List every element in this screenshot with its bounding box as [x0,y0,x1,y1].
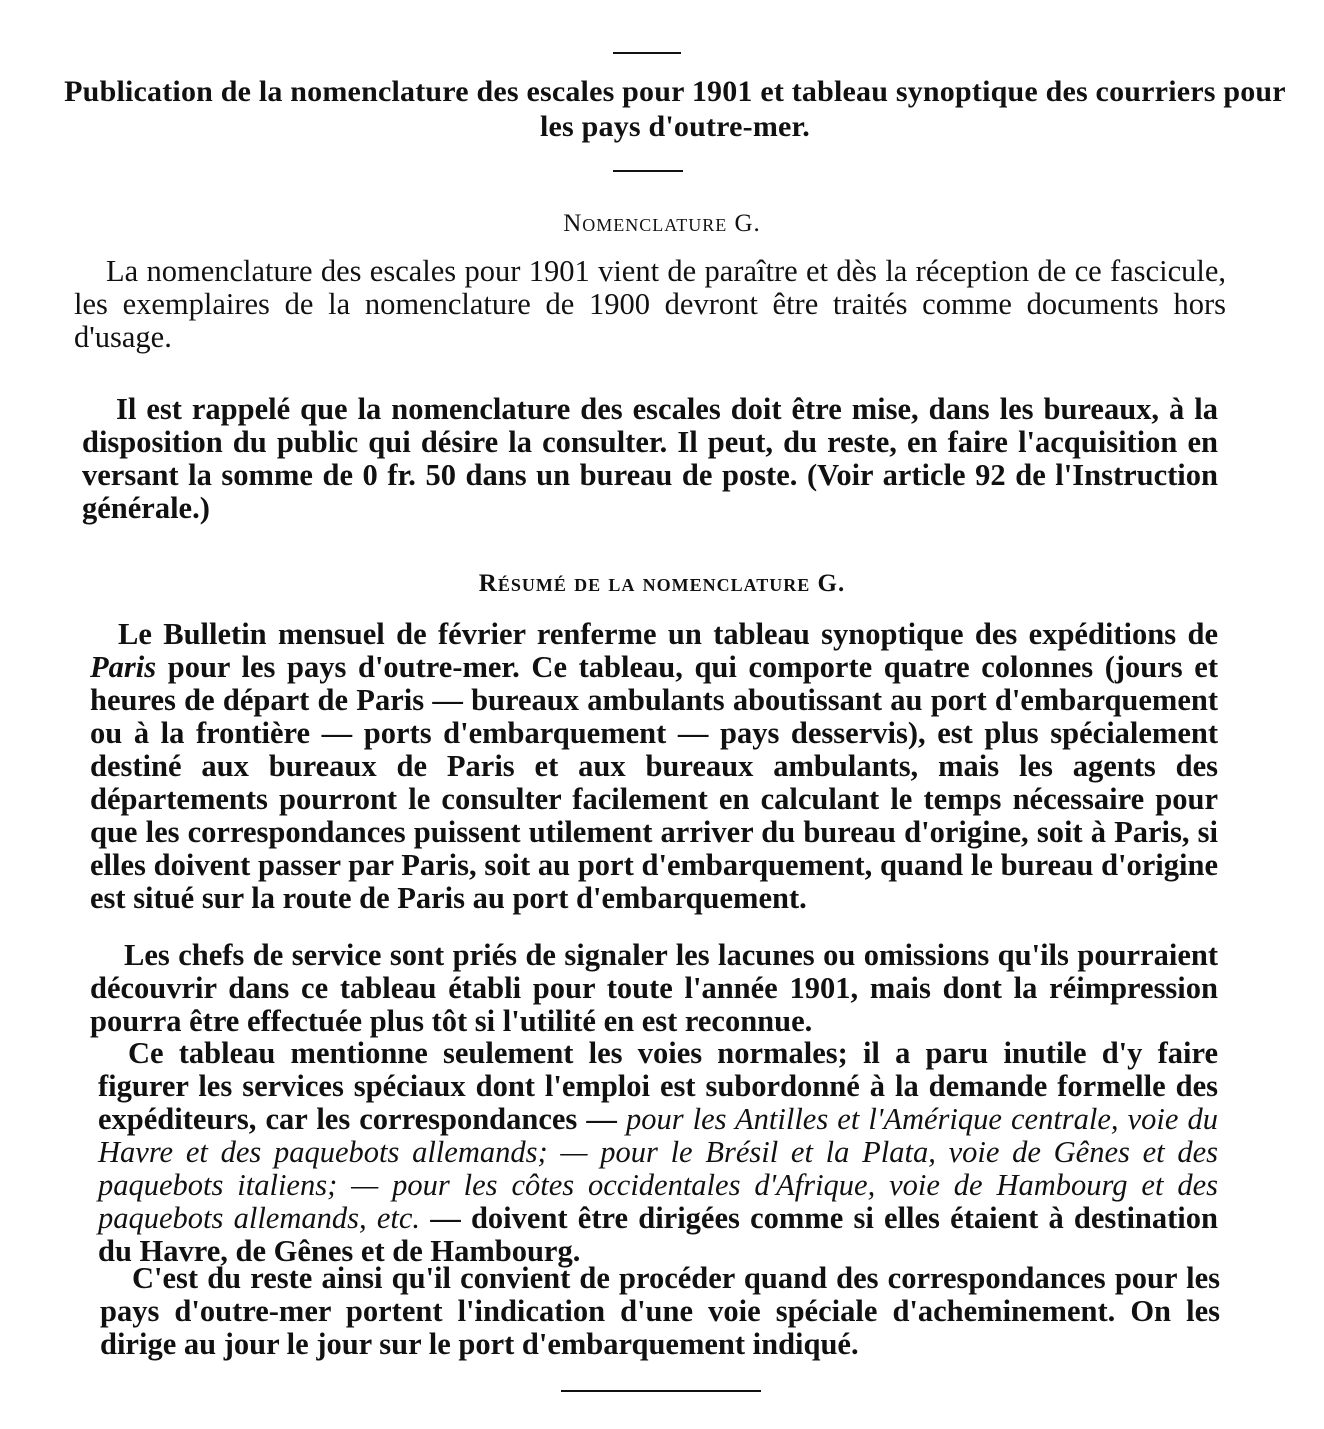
paragraph-resume-3-italic: pour les Antilles et l'Amérique centrale, voie du Havre et des paquebots allemands; — pour le Brésil et la Plata, voie de Gênes et des paquebots italiens; — pour les côtes occidentales d'Afrique, voie de Hambourg et des paquebots allemands, etc. [98,1102,1218,1235]
paragraph-resume-2: Les chefs de service sont priés de signaler les lacunes ou omissions qu'ils pourraient découvrir dans ce tableau établi pour toute l'année 1901, mais dont la réimpression pourra être effectuée plus tôt si l'utilité en est reconnue. [90,938,1218,1038]
paragraph-nomenclature-1: La nomenclature des escales pour 1901 vient de paraître et dès la réception de ce fascicule, les exemplaires de la nomenclature de 1900 devront être traités comme documents hors d'usage. [74,254,1226,354]
paragraph-resume-1-text-a: Le Bulletin mensuel de février renferme un tableau synoptique des expéditions de [118,617,1218,651]
document-title: Publication de la nomenclature des escales pour 1901 et tableau synoptique des courriers pour les pays d'outre-mer. [64,75,1286,143]
bottom-rule [561,1390,761,1392]
paragraph-resume-3 [98,1037,1218,1268]
section-heading-resume: Résumé de la nomenclature G. [478,570,846,597]
paragraph-resume-1-italic: Paris [90,650,157,684]
title-rule [613,170,683,172]
paragraph-resume-4: C'est du reste ainsi qu'il convient de procéder quand des correspondances pour les pays d'outre-mer portent l'indication d'une voie spéciale d'acheminement. On les dirige au jour le jour sur le port d'embarquement indiqué. [100,1261,1220,1361]
paragraph-resume-1 [90,618,1218,915]
section-heading-nomenclature: Nomenclature G. [563,210,761,237]
paragraph-resume-3-text-b: — doivent être dirigées comme si elles étaient à destination du Havre, de Gênes et de Hambourg. [98,1201,1218,1268]
paragraph-resume-1-text-b: pour les pays d'outre-mer. Ce tableau, qui comporte quatre colonnes (jours et heures de départ de Paris — bureaux ambulants aboutissant au port d'embarquement ou à la frontière — ports d'embarquement — pays desservis), est plus spécialement destiné aux bureaux de Paris et aux bureaux ambulants, mais les agents des départements pourront le consulter facilement en calculant le temps nécessaire pour que les correspondances puissent utilement arriver du bureau d'origine, soit à Paris, si elles doivent passer par Paris, soit au port d'embarquement, quand le bureau d'origine est situé sur la route de Paris au port d'embarquement. [90,650,1218,915]
paragraph-nomenclature-2: Il est rappelé que la nomenclature des escales doit être mise, dans les bureaux, à la disposition du public qui désire la consulter. Il peut, du reste, en faire l'acquisition en versant la somme de 0 fr. 50 dans un bureau de poste. (Voir article 92 de l'Instruction générale.) [82,392,1218,525]
top-rule [613,52,681,54]
paragraph-resume-3-text-a: Ce tableau mentionne seulement les voies normales; il a paru inutile d'y faire figurer les services spéciaux dont l'emploi est subordonné à la demande formelle des expéditeurs, car les correspondances — [98,1036,1218,1136]
